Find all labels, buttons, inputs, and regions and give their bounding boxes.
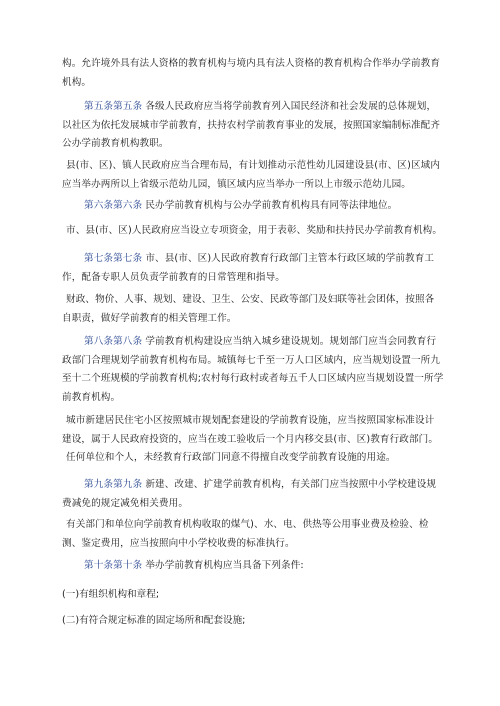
paragraph-text: 举办学前教育机构应当具备下列条件: <box>142 560 304 571</box>
article-number: 第九条第九条 <box>84 479 143 490</box>
article-10 <box>62 557 444 576</box>
paragraph-no-change-use <box>62 449 444 468</box>
paragraph-special-funds <box>62 222 444 241</box>
article-5 <box>62 98 444 154</box>
paragraph-county-layout <box>62 157 444 194</box>
article-6 <box>62 197 444 216</box>
paragraph-text: 新建、改建、扩建学前教育机构，有关部门应当按照中小学校建设规费减免的规定减免相关费用。 <box>62 479 437 509</box>
paragraph-text: 学前教育机构建设应当纳入城乡建设规划。规划部门应当会同教育行政部门合理规划学前教育机构布局。城镇每七千至一万人口区域内，应当规划设置一所九至十二个班规模的学前教育机构;农村每行政村或者每五千人口区域内应当规划设置一所学前教育机构。 <box>62 336 444 403</box>
paragraph-text: 县(市、区)、镇人民政府应当合理布局，有计划推动示范性幼儿园建设县(市、区)区域内应当举办两所以上省级示范幼儿园，镇区域内应当举办一所以上市级示范幼儿园。 <box>62 160 441 190</box>
paragraph-text: 各级人民政府应当将学前教育列入国民经济和社会发展的总体规划，以社区为依托发展城市学前教育，扶持农村学前教育事业的发展，按照国家编制标准配齐公办学前教育机构教职。 <box>62 101 441 149</box>
paragraph-text: 任何单位和个人，未经教育行政部门同意不得擅自改变学前教育设施的用途。 <box>66 452 396 463</box>
article-number: 第十条第十条 <box>84 560 143 571</box>
paragraph-departments <box>62 291 444 328</box>
article-number: 第五条第五条 <box>84 101 143 112</box>
condition-item-2: (二)有符合规定标准的固定场所和配套设施; <box>62 615 246 626</box>
article-number: 第八条第八条 <box>84 336 143 347</box>
article-9 <box>62 476 444 513</box>
paragraph-text: 有关部门和单位向学前教育机构收取的煤气)、水、电、供热等公用事业费及检验、检测、鉴定费用，应当按照向中小学校收费的标准执行。 <box>62 519 429 549</box>
paragraph-text: 财政、物价、人事、规划、建设、卫生、公安、民政等部门及妇联等社会团体，按照各自职责，做好学前教育的相关管理工作。 <box>62 294 435 324</box>
paragraph-utility-fees <box>62 516 444 553</box>
article-7 <box>62 250 444 287</box>
article-8 <box>62 333 444 407</box>
paragraph-text: 构。允许境外具有法人资格的教育机构与境内具有法人资格的教育机构合作举办学前教育机构。 <box>62 58 441 88</box>
paragraph-residential-facilities <box>62 412 444 449</box>
paragraph-continuation <box>62 55 444 92</box>
paragraph-text: 市、县(市、区)人民政府应当设立专项资金，用于表彰、奖励和扶持民办学前教育机构。 <box>66 225 443 236</box>
paragraph-text: 民办学前教育机构与公办学前教育机构具有同等法律地位。 <box>142 200 398 211</box>
paragraph-text: 市、县(市、区)人民政府教育行政部门主管本行政区域的学前教育工作，配备专职人员负责学前教育的日常管理和指导。 <box>62 253 435 283</box>
condition-item-1: (一)有组织机构和章程; <box>62 589 160 600</box>
article-number: 第六条第六条 <box>84 200 143 211</box>
paragraph-text: 城市新建居民住宅小区按照城市规划配套建设的学前教育设施，应当按照国家标准设计建设，属于人民政府投资的，应当在竣工验收后一个月内移交县(市、区)教育行政部门。 <box>62 415 439 445</box>
article-number: 第七条第七条 <box>84 253 143 264</box>
